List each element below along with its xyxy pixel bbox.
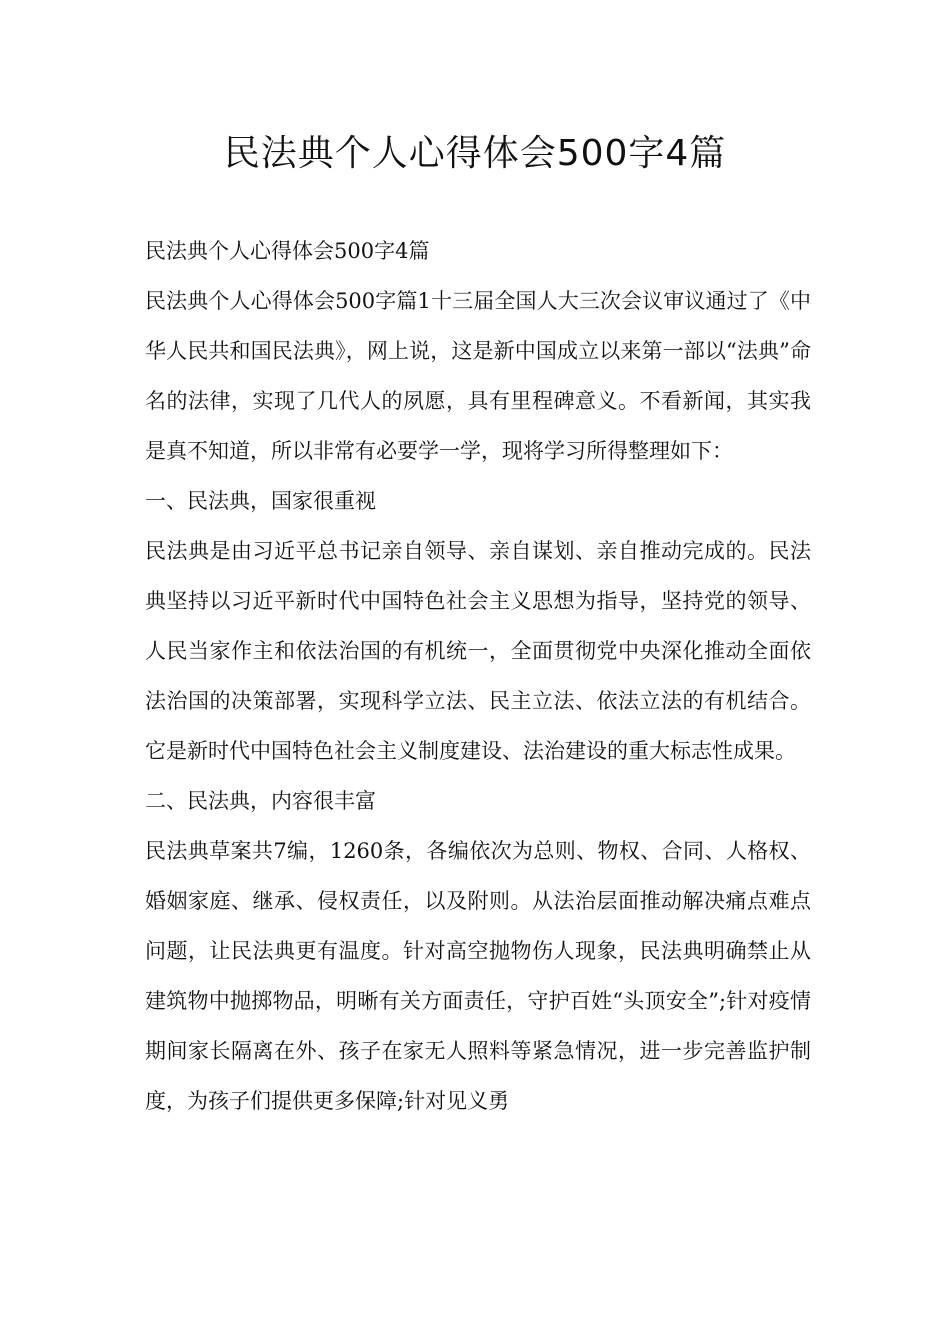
document-body: [145, 226, 811, 1126]
paragraph-section-1: 民法典是由习近平总书记亲自领导、亲自谋划、亲自推动完成的。民法典坚持以习近平新时代中国特色社会主义思想为指导，坚持党的领导、人民当家作主和依法治国的有机统一，全面贯彻党中央深化推动全面依法治国的决策部署，实现科学立法、民主立法、依法立法的有机结合。它是新时代中国特色社会主义制度建设、法治建设的重大标志性成果。: [145, 539, 811, 763]
section-heading-2: 二、民法典，内容很丰富: [145, 789, 376, 813]
paragraph-section-2: 民法典草案共7编，1260条，各编依次为总则、物权、合同、人格权、婚姻家庭、继承、侵权责任，以及附则。从法治层面推动解决痛点难点问题，让民法典更有温度。针对高空抛物伤人现象，民法典明确禁止从建筑物中抛掷物品，明晰有关方面责任，守护百姓“头顶安全”;针对疫情期间家长隔离在外、孩子在家无人照料等紧急情况，进一步完善监护制度，为孩子们提供更多保障;针对见义勇: [145, 839, 811, 1113]
paragraph-heading: 民法典个人心得体会500字4篇: [145, 239, 430, 263]
document-title: 民法典个人心得体会500字4篇: [223, 133, 727, 174]
paragraph-intro: 民法典个人心得体会500字篇1十三届全国人大三次会议审议通过了《中华人民共和国民法典》，网上说，这是新中国成立以来第一部以“法典”命名的法律，实现了几代人的夙愿，具有里程碑意义。不看新闻，其实我是真不知道，所以非常有必要学一学，现将学习所得整理如下：: [145, 289, 811, 463]
section-heading-1: 一、民法典，国家很重视: [145, 489, 376, 513]
